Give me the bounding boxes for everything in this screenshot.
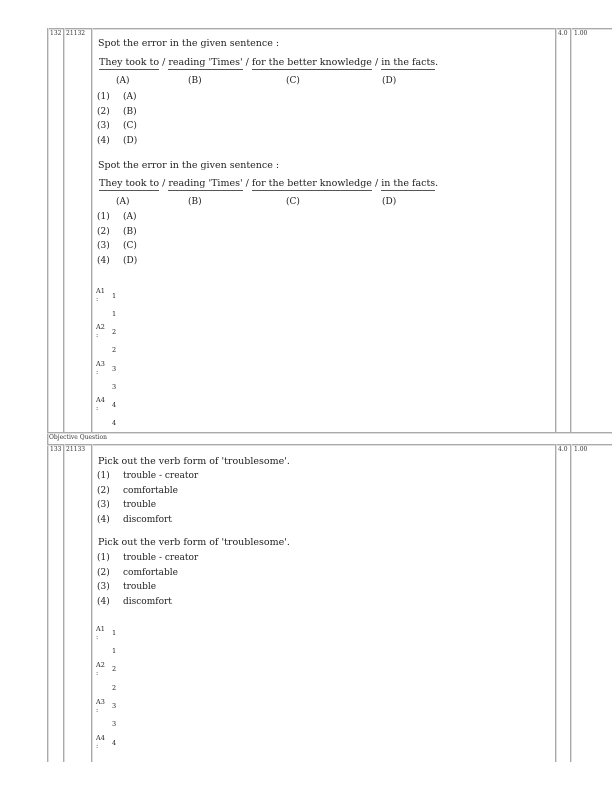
answer-value: 4 <box>112 739 117 747</box>
option: (3) trouble <box>97 582 157 593</box>
answer-label: A2 <box>96 323 105 331</box>
options-list <box>97 210 137 268</box>
part-label: (D) <box>382 76 397 86</box>
options-list <box>97 90 137 148</box>
part-label: (B) <box>188 197 202 207</box>
sentence-part-a: They took to <box>99 57 160 68</box>
answer-value: 3 <box>112 720 117 728</box>
sentence <box>99 57 438 68</box>
option: (1) trouble - creator <box>97 553 199 563</box>
question-stem: Pick out the verb form of 'troublesome'. <box>98 456 290 467</box>
answer-value: 4 <box>112 419 117 427</box>
answer-label: A1 <box>96 625 105 633</box>
answer-label: A3 <box>96 698 105 706</box>
answer-label: A2 <box>96 661 105 669</box>
option: (2) comfortable <box>97 567 178 578</box>
answer-colon: : <box>96 669 99 677</box>
answer-value: 1 <box>112 292 117 300</box>
option: (2) comfortable <box>97 485 178 496</box>
answer-value: 2 <box>112 328 117 336</box>
answer-value: 1 <box>112 310 117 318</box>
negative-marks: 1.00 <box>574 30 588 37</box>
col-divider <box>91 28 92 432</box>
answer-value: 4 <box>112 401 117 409</box>
sentence-part-d: in the facts <box>381 57 436 68</box>
separator: / <box>245 57 249 68</box>
option: (3) trouble <box>97 500 157 511</box>
question-stem: Spot the error in the given sentence : <box>98 38 280 49</box>
part-label: (C) <box>286 76 300 86</box>
option: (4) discomfort <box>97 597 172 608</box>
answer-colon: : <box>96 404 99 412</box>
option: (4) (D) <box>97 135 138 146</box>
marks: 4.0 <box>558 446 568 453</box>
part-label: (D) <box>382 197 397 207</box>
col-divider <box>570 28 571 432</box>
answer-value: 3 <box>112 383 117 391</box>
col-divider <box>91 444 92 762</box>
answer-colon: : <box>96 742 99 750</box>
answer-colon: : <box>96 295 99 303</box>
col-divider <box>63 28 64 432</box>
answer-colon: : <box>96 331 99 339</box>
col-divider <box>570 444 571 762</box>
answer-label: A4 <box>96 396 105 404</box>
col-divider <box>63 444 64 762</box>
answer-label: A3 <box>96 360 105 368</box>
option: (1) trouble - creator <box>97 471 199 481</box>
option: (2) (B) <box>97 226 137 237</box>
options-list <box>97 469 198 528</box>
sentence-part-c: for the better knowledge <box>251 57 372 68</box>
answer-value: 2 <box>112 665 117 673</box>
answer-value: 1 <box>112 647 117 655</box>
question-stem: Spot the error in the given sentence : <box>98 160 280 171</box>
answer-value: 2 <box>112 684 117 692</box>
row-divider <box>47 444 612 445</box>
option: (4) discomfort <box>97 515 172 526</box>
question-id: 21133 <box>66 446 86 453</box>
question-stem-copy: Pick out the verb form of 'troublesome'. <box>98 537 290 548</box>
question-id: 21132 <box>66 30 86 37</box>
option: (3) (C) <box>97 121 137 131</box>
answer-label: A1 <box>96 287 105 295</box>
answer-colon: : <box>96 633 99 641</box>
part-label: (A) <box>116 76 130 86</box>
col-divider <box>555 28 556 432</box>
option: (4) (D) <box>97 255 138 266</box>
question-number: 132 <box>50 30 62 37</box>
answer-value: 1 <box>112 629 117 637</box>
section-label: Objective Question <box>49 434 107 441</box>
period: . <box>435 57 439 68</box>
option: (1) (A) <box>97 212 137 222</box>
separator: / <box>162 57 166 68</box>
part-label: (B) <box>188 76 202 86</box>
table-border-left <box>47 28 48 762</box>
option: (1) (A) <box>97 92 137 102</box>
answer-colon: : <box>96 706 99 714</box>
part-label: (A) <box>116 197 130 207</box>
row-divider <box>47 432 612 433</box>
option: (2) (B) <box>97 106 137 117</box>
answer-value: 3 <box>112 365 117 373</box>
options-list-copy <box>97 551 198 610</box>
marks: 4.0 <box>558 30 568 37</box>
negative-marks: 1.00 <box>574 446 588 453</box>
part-label: (C) <box>286 197 300 207</box>
sentence-part-b: reading 'Times' <box>168 57 243 68</box>
separator: / <box>374 57 379 68</box>
col-divider <box>555 444 556 762</box>
sentence: They took to / reading 'Times' / for the better knowledge / in the facts. <box>99 178 439 189</box>
option: (3) (C) <box>97 241 137 251</box>
question-number: 133 <box>50 446 62 453</box>
answer-label: A4 <box>96 734 105 742</box>
answer-value: 3 <box>112 702 117 710</box>
answer-value: 2 <box>112 346 117 354</box>
answer-colon: : <box>96 368 99 376</box>
table-border-top <box>47 28 612 29</box>
